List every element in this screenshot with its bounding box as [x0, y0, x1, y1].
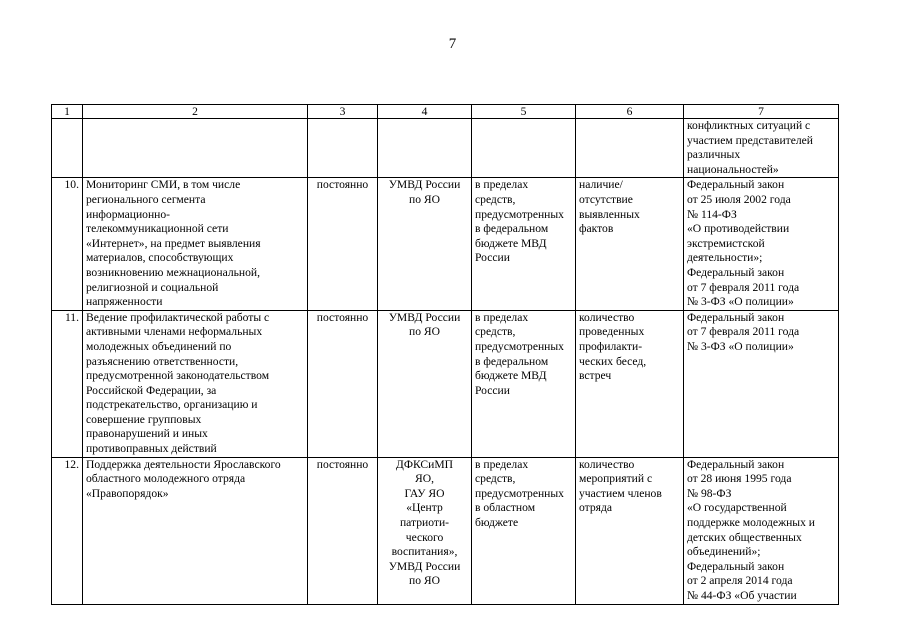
column-number-row: [52, 105, 839, 119]
column-number: 2: [83, 105, 308, 119]
funding-cell: в пределах средств, предусмотренных в областном бюджете: [472, 457, 576, 604]
indicator-cell: количество проведенных профилакти- ческих бесед, встреч: [576, 310, 684, 457]
column-number: 4: [378, 105, 472, 119]
basis-cell: Федеральный закон от 25 июля 2002 года № 114-ФЗ «О противодействии экстремистской деятельности»; Федеральный закон от 7 февраля 2011 года № 3-ФЗ «О полиции»: [684, 178, 839, 310]
basis-cell: Федеральный закон от 28 июня 1995 года № 98-ФЗ «О государственной поддержке молодежных и детских общественных объединений»; Федеральный закон от 2 апреля 2014 года № 44-ФЗ «Об участии: [684, 457, 839, 604]
column-number: 5: [472, 105, 576, 119]
row-number: [52, 119, 83, 178]
term-cell: постоянно: [308, 178, 378, 310]
row-number: 11.: [52, 310, 83, 457]
event-cell: [83, 119, 308, 178]
funding-cell: [472, 119, 576, 178]
basis-cell: конфликтных ситуаций с участием представителей различных национальностей»: [684, 119, 839, 178]
indicator-cell: наличие/ отсутствие выявленных фактов: [576, 178, 684, 310]
executor-cell: УМВД России по ЯО: [378, 310, 472, 457]
term-cell: [308, 119, 378, 178]
page-number: 7: [448, 36, 457, 52]
indicator-cell: количество мероприятий с участием членов отряда: [576, 457, 684, 604]
term-cell: постоянно: [308, 310, 378, 457]
table-row: [52, 310, 839, 457]
basis-cell: Федеральный закон от 7 февраля 2011 года № 3-ФЗ «О полиции»: [684, 310, 839, 457]
funding-cell: в пределах средств, предусмотренных в федеральном бюджете МВД России: [472, 178, 576, 310]
table-row: [52, 178, 839, 310]
table-row: [52, 119, 839, 178]
funding-cell: в пределах средств, предусмотренных в федеральном бюджете МВД России: [472, 310, 576, 457]
table-row: [52, 457, 839, 604]
event-cell: Поддержка деятельности Ярославского областного молодежного отряда «Правопорядок»: [83, 457, 308, 604]
executor-cell: УМВД России по ЯО: [378, 178, 472, 310]
column-number: 6: [576, 105, 684, 119]
column-number: 3: [308, 105, 378, 119]
column-number: 1: [52, 105, 83, 119]
executor-cell: ДФКСиМП ЯО, ГАУ ЯО «Центр патриоти- ческого воспитания», УМВД России по ЯО: [378, 457, 472, 604]
indicator-cell: [576, 119, 684, 178]
measures-table: [51, 104, 839, 605]
term-cell: постоянно: [308, 457, 378, 604]
executor-cell: [378, 119, 472, 178]
event-cell: Ведение профилактической работы с активными членами неформальных молодежных объединений по разъяснению ответственности, предусмотренной законодательством Российской Федерации, за подстрекательство, организацию и совершение групповых правонарушений и иных противоправных действий: [83, 310, 308, 457]
event-cell: Мониторинг СМИ, в том числе регионального сегмента информационно- телекоммуникационной сети «Интернет», на предмет выявления материалов, способствующих возникновению межнациональной, религиозной и социальной напряженности: [83, 178, 308, 310]
row-number: 12.: [52, 457, 83, 604]
column-number: 7: [684, 105, 839, 119]
row-number: 10.: [52, 178, 83, 310]
